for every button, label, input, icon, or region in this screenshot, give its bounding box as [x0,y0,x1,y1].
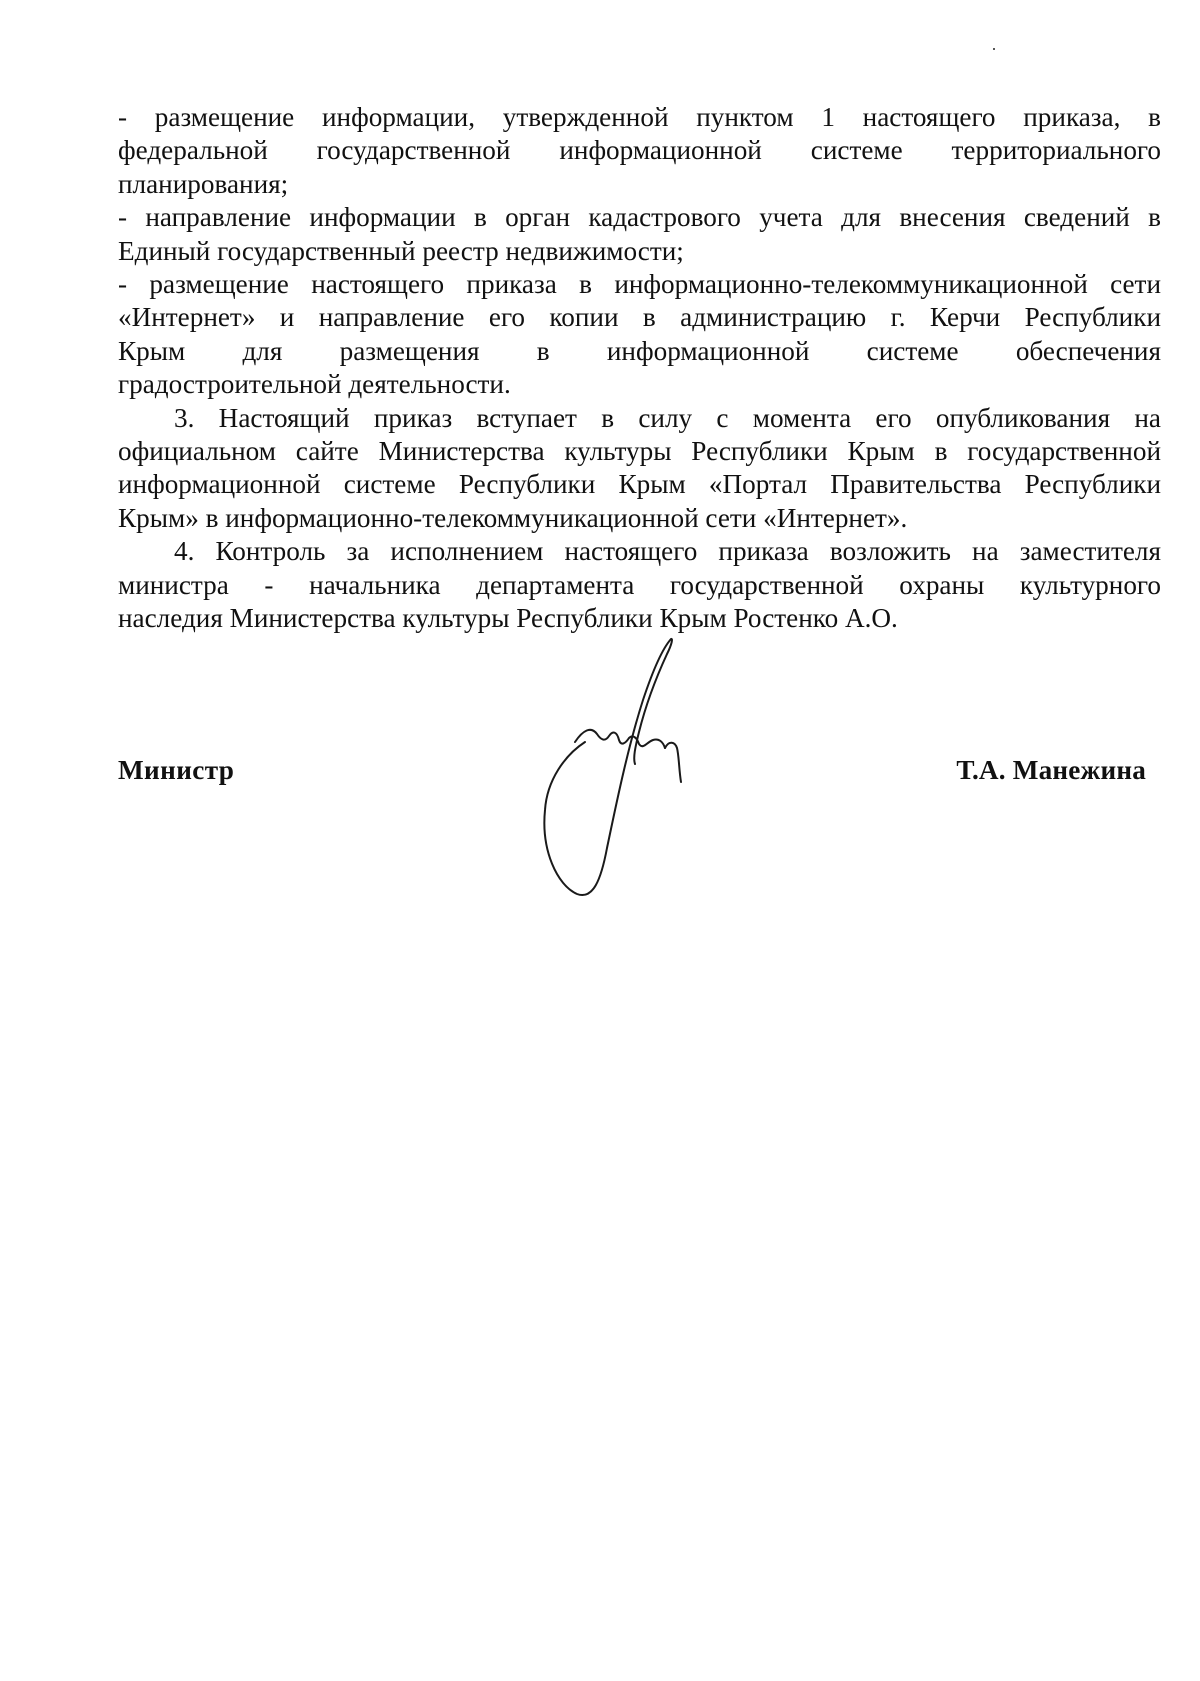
text-line: Крым для размещения в информационной системе обеспечения [118,335,1161,366]
signatory-name: Т.А. Манежина [956,755,1146,785]
text-line: - размещение информации, утвержденной пунктом 1 настоящего приказа, в [118,102,1161,132]
text-line: информационной системе Республики Крым «Портал Правительства Республики [118,469,1161,500]
signatory-title: Министр [118,755,235,785]
text-line: наследия Министерства культуры Республики Крым Ростенко А.О. [118,603,898,634]
text-line: Крым» в информационно-телекоммуникационной сети «Интернет». [118,502,908,533]
handwritten-signature [535,630,755,910]
text-line: 3. Настоящий приказ вступает в силу с момента его опубликования на [174,402,1161,433]
text-line: министра - начальника департамента государственной охраны культурного [118,569,1161,600]
document-body [118,101,1161,636]
text-line: Единый государственный реестр недвижимости; [118,235,684,266]
text-line: 4. Контроль за исполнением настоящего приказа возложить на заместителя [174,536,1161,567]
text-line: - размещение настоящего приказа в информационно-телекоммуникационной сети [118,269,1161,300]
scan-speck [993,48,995,50]
text-line: федеральной государственной информационной системе территориального [118,135,1161,166]
text-line: официальном сайте Министерства культуры Республики Крым в государственной [118,436,1161,467]
text-line: градостроительной деятельности. [118,369,511,400]
text-line: «Интернет» и направление его копии в администрацию г. Керчи Республики [118,302,1161,333]
text-line: - направление информации в орган кадастрового учета для внесения сведений в [118,202,1161,233]
text-line: планирования; [118,168,289,199]
